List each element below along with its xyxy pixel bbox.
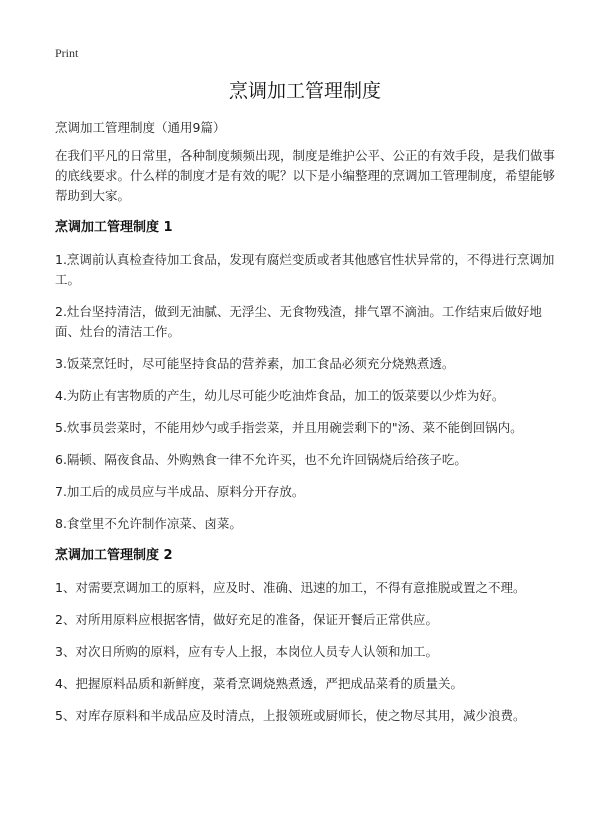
rule-item: 4.为防止有害物质的产生，幼儿尽可能少吃油炸食品，加工的饭菜要以少炸为好。 bbox=[55, 388, 505, 403]
rule-item: 6.隔顿、隔夜食品、外购熟食一律不允许买，也不允许回锅烧后给孩子吃。 bbox=[55, 452, 467, 467]
rule-item: 4、把握原料品质和新鲜度，菜肴烹调烧熟煮透，严把成品菜肴的质量关。 bbox=[55, 676, 463, 691]
rule-item: 8.食堂里不允许制作凉菜、卤菜。 bbox=[55, 516, 242, 531]
section-1 bbox=[55, 218, 555, 534]
rule-item: 1.烹调前认真检查待加工食品，发现有腐烂变质或者其他感官性状异常的，不得进行烹调加工。 bbox=[55, 252, 555, 287]
document-title: 烹调加工管理制度 bbox=[228, 80, 381, 102]
rule-item: 2.灶台坚持清洁，做到无油腻、无浮尘、无食物残渣，排气罩不滴油。工作结束后做好地面、灶台的清洁工作。 bbox=[55, 304, 542, 339]
rule-item: 5.炊事员尝菜时，不能用炒勺或手指尝菜，并且用碗尝剩下的"汤、菜不能倒回锅内。 bbox=[55, 420, 523, 435]
rule-item: 3、对次日所购的原料，应有专人上报，本岗位人员专人认领和加工。 bbox=[55, 644, 438, 659]
rule-item: 7.加工后的成员应与半成品、原料分开存放。 bbox=[55, 484, 305, 499]
section-2 bbox=[55, 546, 555, 726]
rule-item: 5、对库存原料和半成品应及时清点，上报领班或厨师长，使之物尽其用，减少浪费。 bbox=[55, 708, 526, 723]
section-heading: 烹调加工管理制度 2 bbox=[55, 548, 173, 563]
intro-paragraph: 在我们平凡的日常里，各种制度频频出现，制度是维护公平、公正的有效手段，是我们做事的底线要求。什么样的制度才是有效的呢？以下是小编整理的烹调加工管理制度，希望能够帮助到大家。 bbox=[55, 148, 556, 203]
document-subtitle: 烹调加工管理制度（通用9篇） bbox=[55, 120, 226, 135]
section-heading: 烹调加工管理制度 1 bbox=[55, 220, 173, 235]
rule-item: 2、对所用原料应根据客情，做好充足的准备，保证开餐后正常供应。 bbox=[55, 612, 438, 627]
rule-item: 1、对需要烹调加工的原料，应及时、准确、迅速的加工，不得有意推脱或置之不理。 bbox=[55, 580, 526, 595]
rule-item: 3.饭菜烹饪时，尽可能坚持食品的营养素，加工食品必须充分烧熟煮透。 bbox=[55, 356, 455, 371]
print-link[interactable]: Print bbox=[55, 46, 79, 60]
document-body bbox=[55, 78, 555, 738]
